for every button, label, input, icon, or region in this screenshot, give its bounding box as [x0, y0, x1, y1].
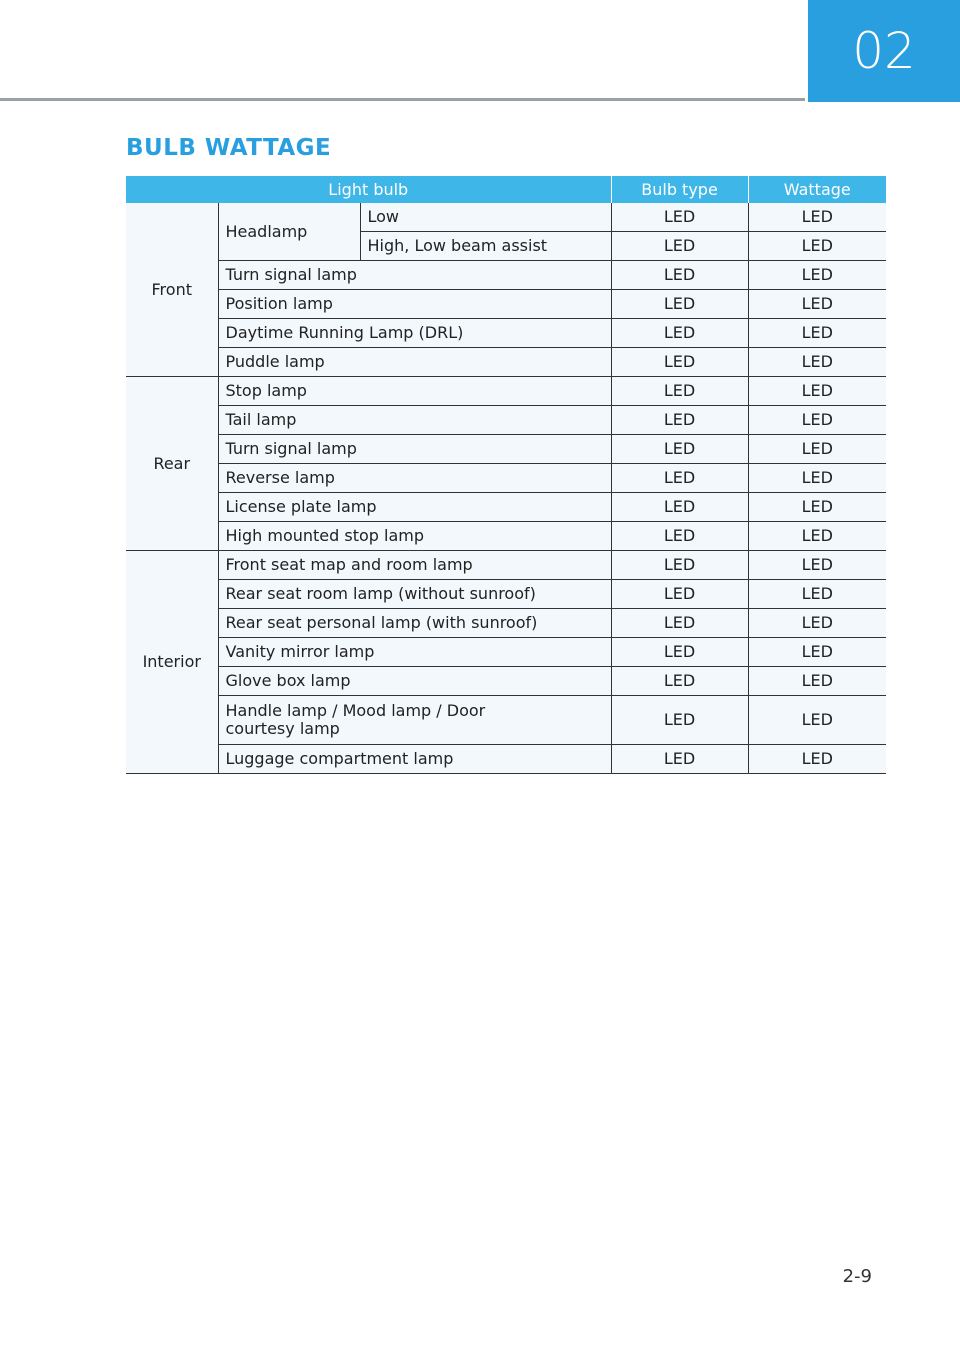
bulb-wattage-table — [126, 176, 886, 774]
bulb-type: LED — [611, 406, 748, 435]
bulb-wattage: LED — [748, 203, 886, 232]
table-row — [126, 435, 886, 464]
bulb-name: Turn signal lamp — [218, 261, 611, 290]
bulb-wattage: LED — [748, 232, 886, 261]
bulb-name: High mounted stop lamp — [218, 522, 611, 551]
bulb-wattage: LED — [748, 435, 886, 464]
section-title: BULB WATTAGE — [126, 135, 332, 161]
headlamp-label: Headlamp — [218, 203, 360, 261]
bulb-type: LED — [611, 261, 748, 290]
table-row — [126, 203, 886, 232]
bulb-name: Puddle lamp — [218, 348, 611, 377]
bulb-name: Rear seat room lamp (without sunroof) — [218, 580, 611, 609]
group-front: Front — [126, 203, 218, 377]
bulb-name: Front seat map and room lamp — [218, 551, 611, 580]
bulb-type: LED — [611, 493, 748, 522]
table-row — [126, 348, 886, 377]
page-number: 2-9 — [842, 1266, 872, 1287]
bulb-wattage: LED — [748, 551, 886, 580]
bulb-name: Low — [360, 203, 611, 232]
bulb-name: High, Low beam assist — [360, 232, 611, 261]
bulb-wattage: LED — [748, 348, 886, 377]
bulb-name: Daytime Running Lamp (DRL) — [218, 319, 611, 348]
table-row — [126, 464, 886, 493]
bulb-wattage: LED — [748, 319, 886, 348]
bulb-type: LED — [611, 435, 748, 464]
header-bulb-type: Bulb type — [611, 176, 748, 203]
chapter-tab: 02 — [808, 0, 960, 102]
bulb-wattage: LED — [748, 638, 886, 667]
bulb-wattage: LED — [748, 261, 886, 290]
bulb-type: LED — [611, 377, 748, 406]
header-wattage: Wattage — [748, 176, 886, 203]
bulb-name: Position lamp — [218, 290, 611, 319]
bulb-type: LED — [611, 203, 748, 232]
group-interior: Interior — [126, 551, 218, 774]
table-row — [126, 406, 886, 435]
bulb-type: LED — [611, 232, 748, 261]
table-row — [126, 609, 886, 638]
header-rule — [0, 98, 805, 101]
table-row — [126, 493, 886, 522]
table-row — [126, 580, 886, 609]
bulb-wattage: LED — [748, 696, 886, 745]
bulb-wattage: LED — [748, 522, 886, 551]
bulb-wattage: LED — [748, 667, 886, 696]
bulb-wattage: LED — [748, 464, 886, 493]
bulb-type: LED — [611, 696, 748, 745]
bulb-name: Handle lamp / Mood lamp / Door courtesy lamp — [218, 696, 611, 745]
bulb-wattage: LED — [748, 609, 886, 638]
bulb-name: Luggage compartment lamp — [218, 745, 611, 774]
table-row — [126, 551, 886, 580]
table-row — [126, 290, 886, 319]
bulb-wattage: LED — [748, 493, 886, 522]
table-row — [126, 319, 886, 348]
bulb-name: Glove box lamp — [218, 667, 611, 696]
bulb-type: LED — [611, 609, 748, 638]
bulb-name: Turn signal lamp — [218, 435, 611, 464]
bulb-name: License plate lamp — [218, 493, 611, 522]
header-light-bulb: Light bulb — [126, 176, 611, 203]
bulb-name: Stop lamp — [218, 377, 611, 406]
table-row — [126, 667, 886, 696]
table-header-row — [126, 176, 886, 203]
bulb-type: LED — [611, 348, 748, 377]
bulb-type: LED — [611, 638, 748, 667]
bulb-type: LED — [611, 522, 748, 551]
table-row — [126, 745, 886, 774]
bulb-name: Rear seat personal lamp (with sunroof) — [218, 609, 611, 638]
bulb-type: LED — [611, 290, 748, 319]
bulb-name: Reverse lamp — [218, 464, 611, 493]
bulb-type: LED — [611, 745, 748, 774]
bulb-type: LED — [611, 464, 748, 493]
bulb-type: LED — [611, 551, 748, 580]
bulb-name: Tail lamp — [218, 406, 611, 435]
bulb-type: LED — [611, 667, 748, 696]
bulb-type: LED — [611, 580, 748, 609]
bulb-name: Vanity mirror lamp — [218, 638, 611, 667]
table-row — [126, 522, 886, 551]
bulb-wattage: LED — [748, 377, 886, 406]
table-row — [126, 261, 886, 290]
table-row — [126, 696, 886, 745]
table-row — [126, 638, 886, 667]
table-row — [126, 377, 886, 406]
bulb-wattage: LED — [748, 406, 886, 435]
bulb-wattage: LED — [748, 290, 886, 319]
bulb-wattage: LED — [748, 580, 886, 609]
bulb-wattage: LED — [748, 745, 886, 774]
group-rear: Rear — [126, 377, 218, 551]
bulb-type: LED — [611, 319, 748, 348]
